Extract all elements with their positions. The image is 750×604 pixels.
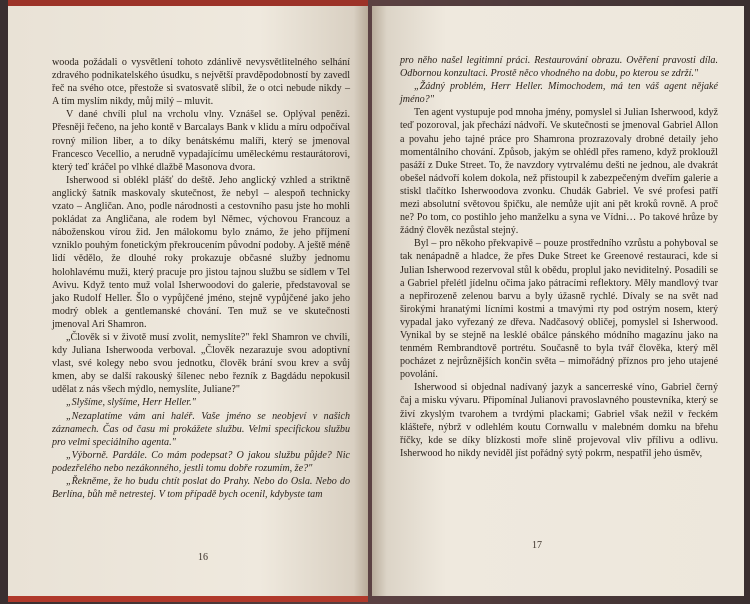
left-page-number: 16 (198, 552, 208, 563)
paragraph: pro něho našel legitimní práci. Restaurování obrazu. Ověření pravosti díla. Odbornou konzultaci. Prostě něco vhodného na dobu, po kterou se zdrží." (400, 55, 718, 80)
right-page-number: 17 (532, 540, 542, 551)
right-page-text (400, 54, 718, 460)
paragraph: „Řekněme, že ho budu chtít poslat do Prahy. Nebo do Osla. Nebo do Berlína, bůh mě netrestej. V tom případě bych ocenil, kdybyste tam (52, 476, 350, 501)
left-page-text (52, 56, 350, 501)
paragraph: Byl – pro někoho překvapivě – pouze prostředního vzrůstu a pohyboval se tak nenápadně a hladce, že přes Duke Street ke Greenové restauraci, kde si Julian Isherwood rezervoval stůl k obědu, proplul jako neviditelný. Posadili se a Gabriel přelétl jídelnu očima jako pátracími reflektory. Měly mandlový tvar a nepřirozeně zelenou barvu a byly úžasně rychlé. Dívaly se na svět nad širokými hranatými lícními kostmi a tmavými rty pod ostrým nosem, který vypadal jako vyřezaný ze dřeva. Nadčasový obličej, pomyslel si Isherwood. Vynikal by se stejně na lesklé obálce pánského módního magazínu jako na tenmém Rembrandtově portrétu. Současně to byla tvář člověka, který měl pocházet z nejrůznějších končin světa – mimořádný příznos pro jeho utajené povolání. (400, 238, 718, 381)
right-page (372, 6, 744, 596)
paragraph: Isherwood si objednal nadívaný jazyk a sancerreské víno, Gabriel černý čaj a misku vývaru. Připomínal Julianovi pravoslavného poustevníka, který se živí zkyslým tvarohem a tvrdými plackami; Gabriel však nežil v řeckém klášteře, nýbrž v odlehlém koutu Cornwallu v malebném domku na břehu říčky, kde se díky blízkosti moře slině projevoval vliv přílivu a odlivu. Isherwood ho nikdy neviděl jíst pořádný sytý pokrm, nespatřil jeho úsměv, (400, 382, 718, 459)
paragraph: V dané chvíli plul na vrcholu vlny. Vznášel se. Oplýval penězi. Přesněji řečeno, na jeho kontě v Barcalays Bank v klidu a míru odpočíval rovný milion liber, a to díky benátskému malíři, který se jmenoval Francesco Vecellio, a nerudně vypadajícímu uměleckému restaurátorovi, který teď kráčel po vlhké dlažbě Masonova dvora. (52, 109, 350, 173)
paragraph: Isherwood si oblékl plášť do deště. Jeho anglický vzhled a striktně anglický šatník maskovaly skutečnost, že nebyl – alespoň technicky vzato – Angličan. Ano, podle národnosti a cestovního pasu jste ho mohli pokládat za Angličana, ale rodem byl Němec, výchovou Francouz a náboženskou vírou žid. Jen málokomu bylo známo, že jeho příjmení vzniklo pouhým fonetickým překroucením původní podoby. A ještě méně lidí vědělo, že dlouhé roky prokazuje občasné služby jednomu holohlavému muži, který pracuje pro jistou tajnou službu se sídlem v Tel Avivu. Když tento muž volal Isherwoodovi do galerie, představoval se jako Rudolf Heller. Šlo o vypůjčené jméno, stejně vypůjčené jako jeho modrý oblek a gentlemanské chování. Ten muž se ve skutečnosti jmenoval Ari Shamron. (52, 174, 350, 330)
left-page (8, 6, 368, 602)
paragraph: wooda požádali o vysvětlení tohoto zdánlivě nevysvětlitelného selhání zdravého podnikatelského úsudku, s největší pravděpodobností by zavedl řeč na svého otce, přestože si svatosvatě slíbil, že o otci nebude nikdy – A tím myslím nikdy, můj milý – mluvit. (52, 57, 350, 108)
paragraph: „Člověk si v životě musí zvolit, nemyslíte?" řekl Shamron ve chvíli, kdy Juliana Isherwooda verboval. „Člověk nezarazuje svou adoptivní vlast, své kolegy nebo svou jednotku, člověk brání svou krev a svůj kmen, aby se další rakouský šílenec nebo řezník z Bagdádu nepokusil udělat z nás všech mýdlo, nemyslíte, Juliane?" (52, 331, 350, 396)
paragraph: „Výborně. Pardále. Co mám podepsat? O jakou službu půjde? Nic podezřelého nebo nezákonného, jestli tomu dobře rozumím, že?" (52, 449, 350, 474)
paragraph: Ten agent vystupuje pod mnoha jmény, pomyslel si Julian Isherwood, když teď pozoroval, jak přechází nádvoří. Ve skutečnosti se jmenoval Gabriel Allon a povahu jeho tajné práce pro Shamrona prozrazovaly drobné detaily jeho momentálního chování. Způsob, jakým se ohlédl přes rameno, když prokloužl pasáží z Duke Street. To, že navzdory vytrvalému dešti ne jednou, ale dvakrát obešel nádvoří kolem dokola, než přistoupil k zabezpečeným dveřím galerie a stiskl tlačítko Isherwoodova zvonku. Chudák Gabriel. Ve své profesi patří mezi absolutní světovou špičku, ale nemůže ujít ani pět kroků rovně. A proč ne? Po tom, co postihlo jeho manželku a syna ve Vídni… Po takové hrůze by žádný člověk nezůstal stejný. (400, 107, 718, 237)
paragraph: „Nezaplatíme vám ani haléř. Vaše jméno se neobjeví v našich záznamech. Čas od času mi prokážete službu. Velmi specifickou službu pro velmi speciálního agenta." (52, 410, 350, 448)
paragraph: „Slyšíme, slyšíme, Herr Heller." (66, 397, 196, 409)
paragraph: „Žádný problém, Herr Heller. Mimochodem, má ten váš agent nějaké jméno?" (400, 81, 718, 106)
